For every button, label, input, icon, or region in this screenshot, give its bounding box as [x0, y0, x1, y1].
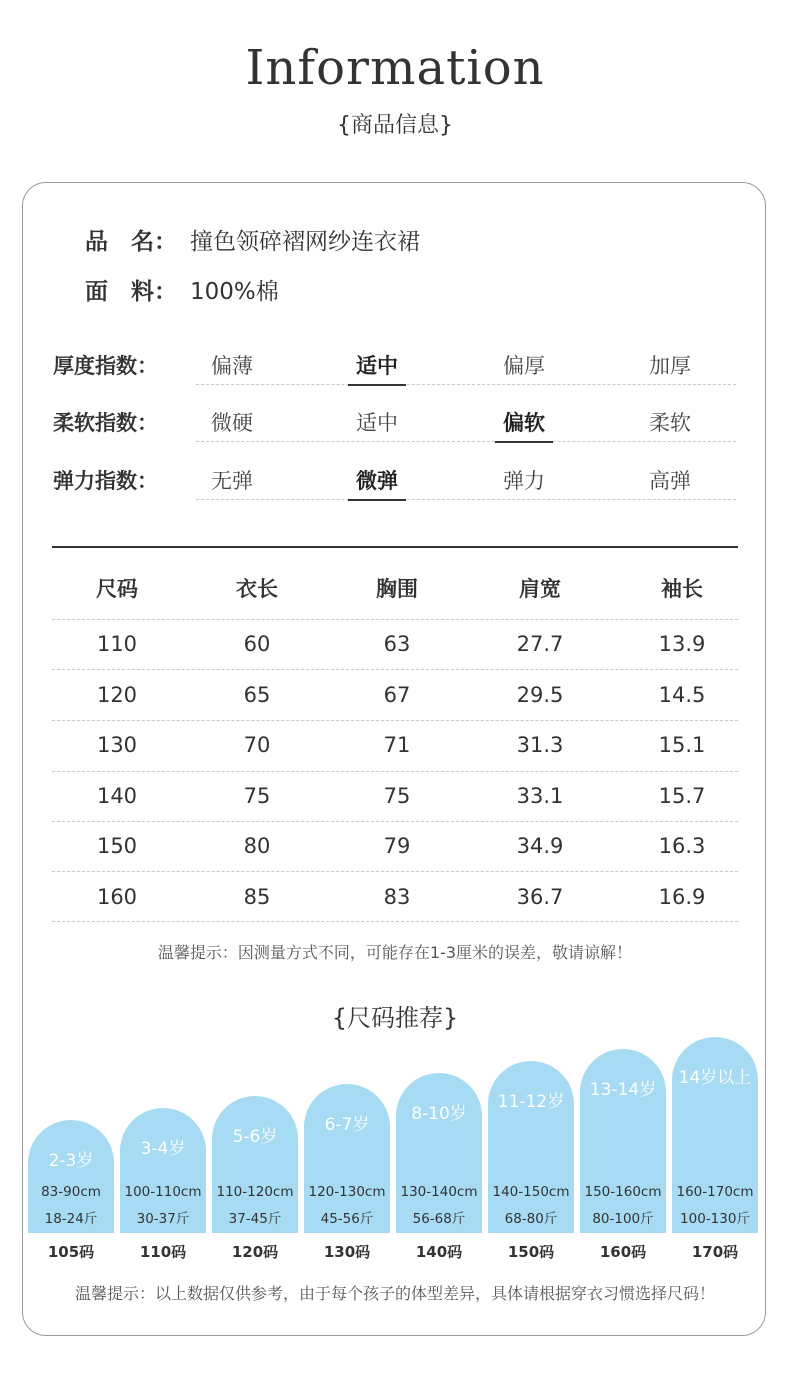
size-bar-weight: 18-24斤 [44, 1211, 98, 1227]
table-cell: 27.7 [516, 632, 564, 656]
table-cell: 140 [96, 783, 138, 808]
table-header-cell: 袖长 [661, 577, 703, 601]
index-option-selected: 微弹 [356, 469, 398, 493]
size-bar-age: 11-12岁 [497, 1091, 565, 1112]
table-cell: 120 [96, 682, 138, 707]
index-option-selected: 偏软 [503, 411, 545, 435]
index-dashed-line [196, 441, 736, 442]
table-cell: 75 [243, 783, 271, 808]
table-row-divider [52, 921, 738, 922]
product-name-value: 撞色领碎褶网纱连衣裙 [190, 229, 420, 255]
size-bar-size: 105码 [47, 1243, 95, 1261]
index-selected-underline [348, 384, 406, 386]
size-bar-weight: 37-45斤 [228, 1211, 282, 1227]
table-row-divider [52, 821, 738, 822]
size-bar-size: 170码 [691, 1243, 739, 1261]
table-cell: 60 [243, 632, 271, 656]
size-bar-weight: 80-100斤 [592, 1211, 654, 1227]
size-bar-height: 140-150cm [492, 1184, 570, 1200]
size-bar-age: 6-7岁 [324, 1115, 370, 1136]
table-header-cell: 尺码 [96, 577, 138, 601]
size-bar-age: 13-14岁 [589, 1079, 657, 1100]
size-bar-height: 120-130cm [308, 1184, 386, 1200]
material-row [85, 273, 279, 306]
table-row-divider [52, 871, 738, 872]
table-cell: 130 [96, 733, 138, 757]
size-recommend-title: {尺码推荐} [331, 1004, 459, 1032]
measurement-tip: 温馨提示：因测量方式不同，可能存在1-3厘米的误差，敬请谅解！ [157, 943, 633, 962]
table-cell: 75 [383, 783, 411, 808]
size-bar-age: 3-4岁 [140, 1139, 186, 1160]
table-cell: 34.9 [516, 834, 564, 858]
table-cell: 15.7 [658, 783, 706, 808]
size-bar-age: 2-3岁 [48, 1151, 94, 1171]
table-cell: 67 [383, 682, 411, 707]
index-label: 弹力指数： [53, 469, 158, 493]
table-cell: 80 [243, 834, 271, 858]
page-title: Information [245, 40, 545, 96]
index-option: 柔软 [649, 411, 691, 435]
index-option: 加厚 [649, 354, 691, 378]
size-bar-height: 150-160cm [584, 1184, 662, 1200]
index-option: 高弹 [649, 469, 691, 493]
table-row-divider [52, 771, 738, 772]
table-cell: 14.5 [658, 682, 706, 707]
table-cell: 83 [383, 884, 411, 909]
index-option: 偏厚 [503, 354, 545, 378]
index-option: 无弹 [211, 469, 253, 493]
table-cell: 16.9 [658, 884, 706, 909]
index-option: 微硬 [211, 411, 253, 435]
table-cell: 70 [243, 733, 271, 757]
product-name-label: 品 名： [85, 229, 177, 255]
table-cell: 15.1 [658, 733, 706, 757]
table-cell: 110 [96, 632, 138, 656]
size-bar-height: 100-110cm [124, 1184, 202, 1200]
table-cell: 16.3 [658, 834, 706, 858]
index-dashed-line [196, 499, 736, 500]
index-selected-underline [495, 441, 553, 443]
size-bar-size: 160码 [599, 1243, 647, 1261]
table-header-cell: 肩宽 [519, 577, 561, 601]
index-option-selected: 适中 [356, 354, 398, 378]
size-bar-height: 83-90cm [41, 1184, 101, 1200]
table-header-cell: 衣长 [236, 577, 278, 601]
size-bar-height: 160-170cm [676, 1184, 754, 1200]
size-bar-age: 14岁以上 [678, 1068, 752, 1088]
size-bar-height: 110-120cm [216, 1184, 294, 1200]
size-bar-weight: 56-68斤 [412, 1211, 466, 1227]
table-cell: 79 [383, 834, 411, 858]
product-name-row [85, 223, 420, 256]
table-cell: 63 [383, 632, 411, 656]
table-cell: 33.1 [516, 783, 564, 808]
size-bar-weight: 68-80斤 [504, 1211, 558, 1227]
table-cell: 65 [243, 682, 271, 707]
table-cell: 31.3 [516, 733, 564, 757]
table-cell: 160 [96, 884, 138, 909]
index-label: 柔软指数： [53, 411, 158, 435]
index-option: 适中 [356, 411, 398, 435]
reference-tip: 温馨提示：以上数据仅供参考，由于每个孩子的体型差异，具体请根据穿衣习惯选择尺码！ [74, 1284, 715, 1303]
table-cell: 71 [383, 733, 411, 757]
table-cell: 150 [96, 834, 138, 858]
size-bar-height: 130-140cm [400, 1184, 478, 1200]
material-value: 100%棉 [190, 279, 279, 305]
index-dashed-line [196, 384, 736, 385]
table-header-cell: 胸围 [376, 577, 418, 601]
table-cell: 29.5 [516, 682, 564, 707]
size-bar-age: 5-6岁 [232, 1127, 278, 1148]
size-bar-age: 8-10岁 [411, 1103, 467, 1124]
index-label: 厚度指数： [53, 354, 158, 378]
table-row-divider [52, 669, 738, 670]
size-bar-weight: 100-130斤 [680, 1211, 750, 1227]
index-selected-underline [348, 499, 406, 501]
page-subtitle: {商品信息} [337, 113, 453, 138]
material-label: 面 料： [85, 279, 177, 305]
size-bar-size: 140码 [415, 1243, 463, 1261]
size-bar-weight: 30-37斤 [136, 1211, 190, 1227]
size-bar-size: 110码 [139, 1243, 187, 1261]
table-cell: 36.7 [516, 884, 564, 909]
table-row-divider [52, 720, 738, 721]
table-cell: 13.9 [658, 632, 706, 656]
table-row-divider [52, 619, 738, 620]
size-bar-size: 130码 [323, 1243, 371, 1261]
index-option: 偏薄 [211, 354, 253, 378]
index-option: 弹力 [503, 469, 545, 493]
table-top-rule [52, 546, 738, 548]
table-cell: 85 [243, 884, 271, 909]
size-bar-weight: 45-56斤 [320, 1211, 374, 1227]
size-bar-size: 150码 [507, 1243, 555, 1261]
size-bar-size: 120码 [231, 1243, 279, 1261]
